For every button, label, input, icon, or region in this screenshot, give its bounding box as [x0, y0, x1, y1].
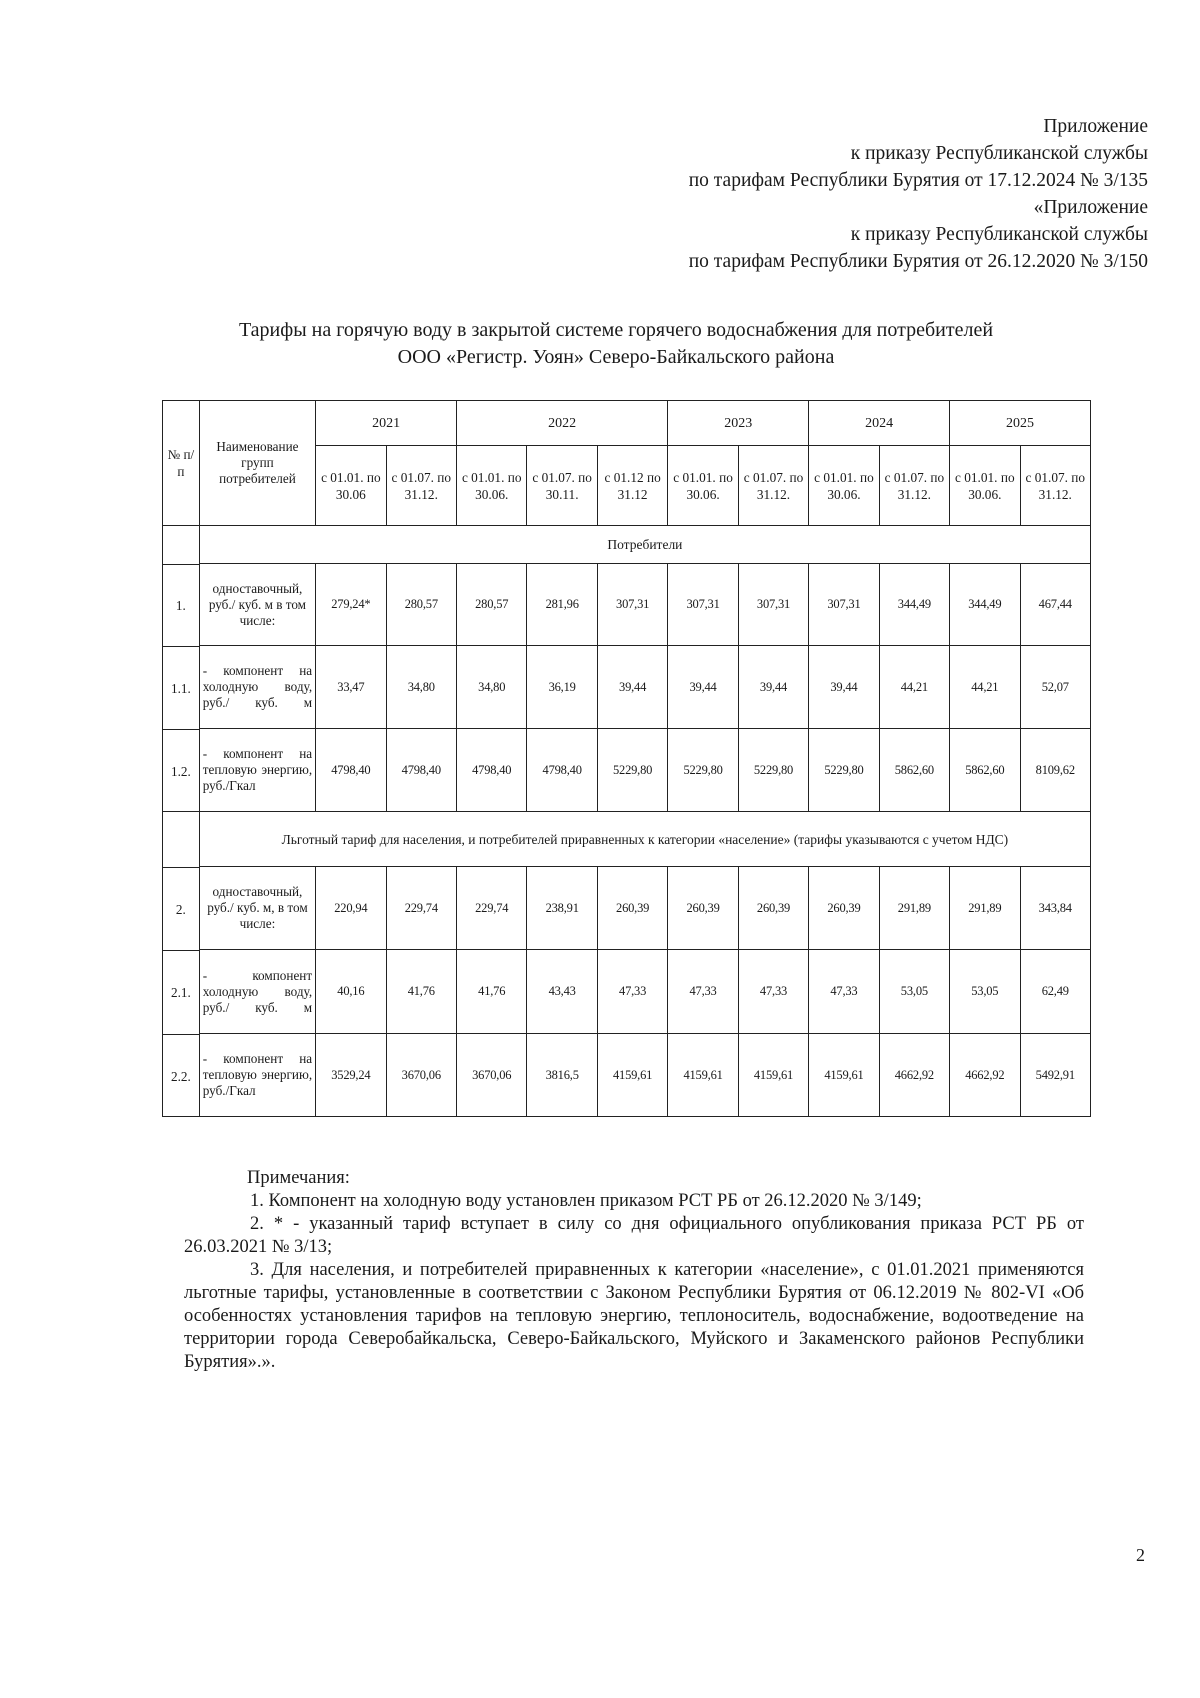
header-line: «Приложение [1033, 197, 1148, 218]
tariff-value: 307,31 [668, 564, 738, 646]
tariff-value: 53,05 [879, 950, 949, 1034]
tariff-value: 238,91 [527, 867, 597, 950]
tariff-value: 47,33 [809, 950, 879, 1034]
page-number: 2 [1136, 1545, 1145, 1565]
notes-heading: Примечания: [247, 1168, 350, 1188]
tariff-value: 33,47 [316, 646, 386, 729]
tariff-value: 260,39 [668, 867, 738, 950]
period-header: с 01.01. по 30.06. [668, 446, 738, 526]
table-row [163, 729, 1091, 812]
period-header: с 01.12 по 31.12 [597, 446, 667, 526]
note-item: 2. * - указанный тариф вступает в силу со дня официального опубликования приказа РСТ РБ от 26.03.2021 № 3/13; [184, 1214, 1084, 1257]
section-row [163, 812, 1091, 867]
tariff-value: 260,39 [809, 867, 879, 950]
row-number: 1.1. [163, 646, 199, 729]
tariff-value: 3670,06 [457, 1034, 527, 1117]
tariff-value: 39,44 [597, 646, 667, 729]
tariff-value: 47,33 [597, 950, 667, 1034]
tariff-value: 229,74 [457, 867, 527, 950]
tariff-value: 4662,92 [879, 1034, 949, 1117]
header-line: по тарифам Республики Бурятия от 26.12.2020 № 3/150 [688, 251, 1148, 272]
row-number: 2.2. [163, 1034, 199, 1117]
tariff-value: 307,31 [597, 564, 667, 646]
tariff-value: 344,49 [950, 564, 1020, 646]
row-number: 1.2. [163, 729, 199, 812]
tariff-value: 3529,24 [316, 1034, 386, 1117]
tariff-value: 280,57 [386, 564, 456, 646]
tariff-value: 260,39 [738, 867, 808, 950]
tariff-value: 52,07 [1020, 646, 1090, 729]
tariff-value: 5862,60 [879, 729, 949, 812]
table-row [163, 867, 1091, 950]
header-consumer-groups: Наименование групп потребителей [199, 401, 315, 526]
note-item: 3. Для населения, и потребителей приравненных к категории «население», с 01.01.2021 применяются льготные тарифы, установленные в соответствии с Законом Республики Бурятия от 06.12.2019 № 802-VI «Об особенностях установления тарифов на тепловую энергию, теплоноситель, водоснабжение, водоотведение на территории города Северобайкальска, Северо-Байкальского, Муйского и Закаменского районов Республики Бурятия».». [184, 1260, 1084, 1372]
year-header: 2025 [950, 401, 1091, 446]
header-line: по тарифам Республики Бурятия от 17.12.2024 № 3/135 [688, 170, 1148, 191]
tariff-value: 62,49 [1020, 950, 1090, 1034]
table-row [163, 1034, 1091, 1117]
section-preferential: Льготный тариф для населения, и потребителей приравненных к категории «население» (тарифы указываются с учетом НДС) [199, 812, 1090, 867]
period-header: с 01.07. по 31.12. [386, 446, 456, 526]
tariff-value: 5229,80 [597, 729, 667, 812]
tariff-value: 4159,61 [668, 1034, 738, 1117]
row-name: - компонент на холодную воду, руб./ куб. м [199, 646, 315, 729]
tariff-value: 36,19 [527, 646, 597, 729]
tariff-value: 279,24* [316, 564, 386, 646]
period-header: с 01.01. по 30.06. [457, 446, 527, 526]
tariff-value: 4798,40 [386, 729, 456, 812]
tariff-value: 43,43 [527, 950, 597, 1034]
tariff-value: 4159,61 [738, 1034, 808, 1117]
tariff-value: 3670,06 [386, 1034, 456, 1117]
tariff-value: 5862,60 [950, 729, 1020, 812]
tariff-value: 4798,40 [457, 729, 527, 812]
title-line: ООО «Регистр. Уоян» Северо-Байкальского района [397, 346, 835, 368]
tariff-value: 3816,5 [527, 1034, 597, 1117]
tariff-value: 343,84 [1020, 867, 1090, 950]
tariff-value: 281,96 [527, 564, 597, 646]
tariff-value: 34,80 [386, 646, 456, 729]
tariff-value: 291,89 [950, 867, 1020, 950]
row-number: 1. [163, 564, 199, 646]
tariff-value: 307,31 [809, 564, 879, 646]
tariff-value: 229,74 [386, 867, 456, 950]
row-number: 2.1. [163, 950, 199, 1034]
appendix-header [448, 113, 1148, 275]
row-number: 2. [163, 867, 199, 950]
notes-block [184, 1167, 1084, 1374]
tariff-value: 344,49 [879, 564, 949, 646]
tariff-value: 4662,92 [950, 1034, 1020, 1117]
period-header: с 01.07. по 31.12. [738, 446, 808, 526]
row-name: одноставочный, руб./ куб. м, в том числе: [199, 867, 315, 950]
header-line: Приложение [1043, 116, 1148, 137]
year-header: 2021 [316, 401, 457, 446]
period-header: с 01.07. по 31.12. [879, 446, 949, 526]
tariff-value: 34,80 [457, 646, 527, 729]
tariff-value: 4798,40 [316, 729, 386, 812]
row-name: - компонент на тепловую энергию, руб./Гкал [199, 729, 315, 812]
year-header: 2022 [457, 401, 668, 446]
tariff-value: 260,39 [597, 867, 667, 950]
row-name: одноставочный, руб./ куб. м в том числе: [199, 564, 315, 646]
table-row [163, 646, 1091, 729]
tariff-value: 44,21 [950, 646, 1020, 729]
header-line: к приказу Республиканской службы [850, 143, 1148, 164]
period-header: с 01.01. по 30.06 [316, 446, 386, 526]
tariff-value: 291,89 [879, 867, 949, 950]
tariff-value: 39,44 [738, 646, 808, 729]
tariff-value: 41,76 [386, 950, 456, 1034]
row-name: - компонент на тепловую энергию, руб./Гкал [199, 1034, 315, 1117]
table-row [163, 564, 1091, 646]
table-row [163, 950, 1091, 1034]
section-row [163, 526, 1091, 564]
tariff-table [162, 400, 1091, 1117]
year-header: 2024 [809, 401, 950, 446]
period-header: с 01.07. по 31.12. [1020, 446, 1090, 526]
year-header: 2023 [668, 401, 809, 446]
tariff-value: 4159,61 [597, 1034, 667, 1117]
tariff-value: 53,05 [950, 950, 1020, 1034]
table-header-row [163, 401, 1091, 446]
tariff-value: 307,31 [738, 564, 808, 646]
tariff-value: 5229,80 [738, 729, 808, 812]
tariff-value: 4798,40 [527, 729, 597, 812]
tariff-value: 220,94 [316, 867, 386, 950]
tariff-value: 467,44 [1020, 564, 1090, 646]
tariff-value: 44,21 [879, 646, 949, 729]
tariff-value: 5492,91 [1020, 1034, 1090, 1117]
tariff-value: 40,16 [316, 950, 386, 1034]
note-item: 1. Компонент на холодную воду установлен приказом РСТ РБ от 26.12.2020 № 3/149; [250, 1191, 922, 1211]
tariff-value: 41,76 [457, 950, 527, 1034]
row-name: - компонент холодную воду, руб./ куб. м [199, 950, 315, 1034]
header-line: к приказу Республиканской службы [850, 224, 1148, 245]
period-header: с 01.01. по 30.06. [809, 446, 879, 526]
tariff-value: 47,33 [738, 950, 808, 1034]
document-title [150, 317, 1082, 371]
tariff-value: 47,33 [668, 950, 738, 1034]
tariff-value: 8109,62 [1020, 729, 1090, 812]
tariff-value: 4159,61 [809, 1034, 879, 1117]
section-num-cell [163, 526, 200, 812]
tariff-value: 280,57 [457, 564, 527, 646]
period-header: с 01.07. по 30.11. [527, 446, 597, 526]
tariff-value: 5229,80 [809, 729, 879, 812]
tariff-value: 39,44 [809, 646, 879, 729]
period-header: с 01.01. по 30.06. [950, 446, 1020, 526]
header-num: № п/п [163, 401, 200, 526]
section-num-cell [163, 812, 200, 1117]
tariff-value: 5229,80 [668, 729, 738, 812]
title-line: Тарифы на горячую воду в закрытой системе горячего водоснабжения для потребителей [238, 319, 994, 341]
tariff-value: 39,44 [668, 646, 738, 729]
section-consumers: Потребители [199, 526, 1090, 564]
